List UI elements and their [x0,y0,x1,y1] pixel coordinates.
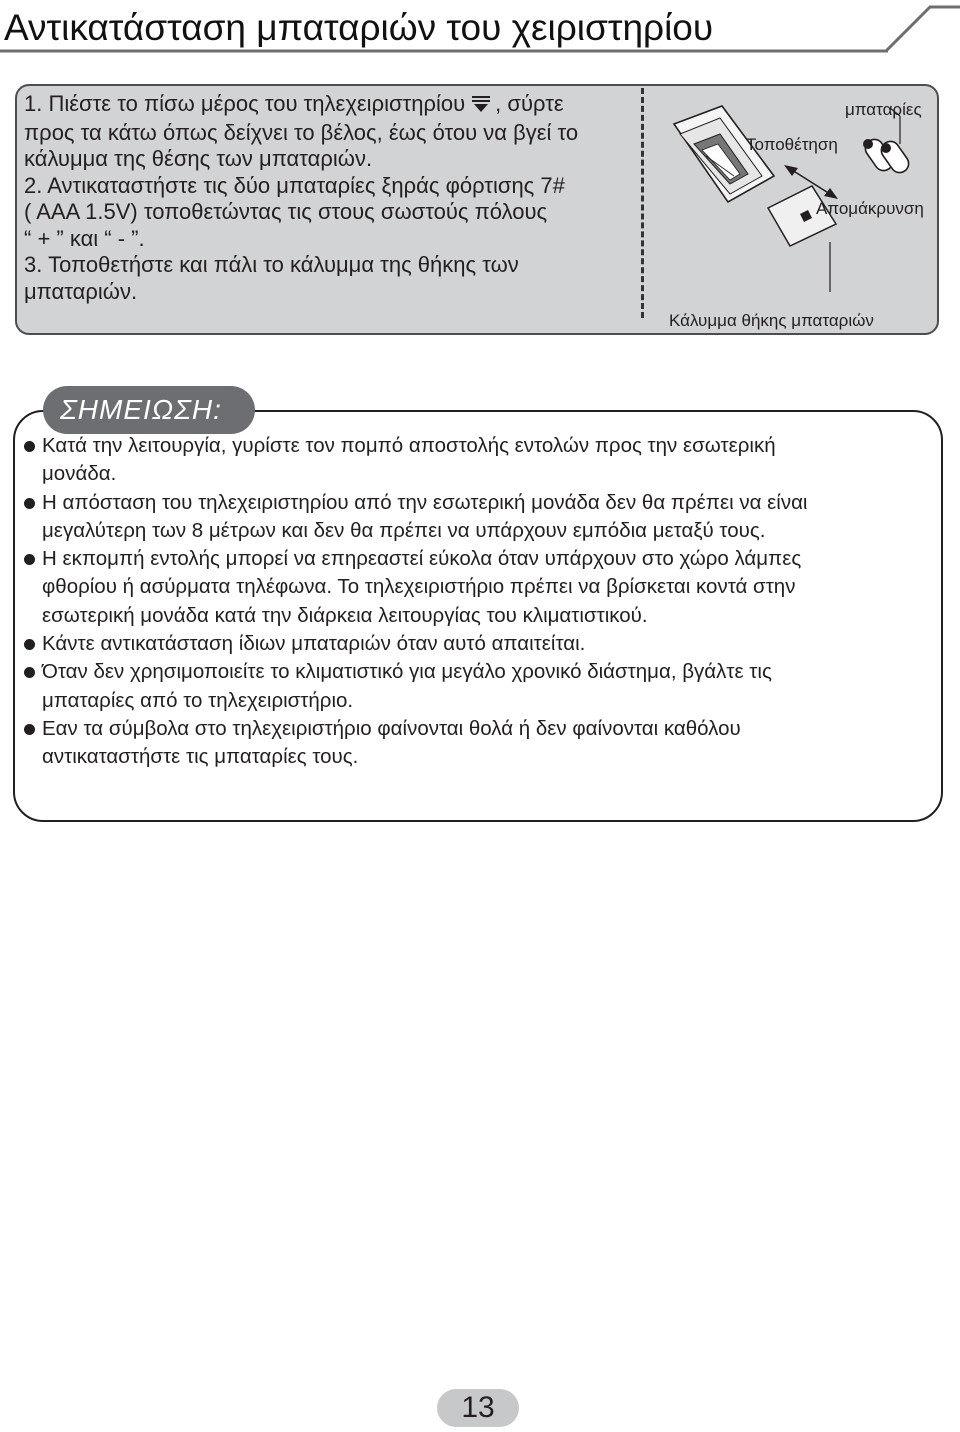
note-item [22,715,932,772]
instructions-steps [24,91,664,305]
batteries-icon [862,136,912,176]
note-item [22,489,932,546]
step-2 [24,173,664,253]
note-item-line: Η εκπομπή εντολής μπορεί να επηρεαστεί εύκολα όταν υπάρχουν στο χώρο λάμπες [42,547,802,571]
label-remove: Απομάκρυνση [816,199,924,218]
page-title: Αντικατάσταση μπαταριών του χειριστηρίου [4,7,714,48]
note-item [22,432,932,489]
note-item-line: Κατά την λειτουργία, γυρίστε τον πομπό αποστολής εντολών προς την εσωτερική [42,434,776,457]
step-1 [24,91,664,173]
step-3 [24,252,664,305]
note-item-line: εσωτερική μονάδα κατά την διάρκεια λειτουργίας του κλιματιστικού. [42,603,648,627]
step-1-line-3: κάλυμμα της θέσης των μπαταριών. [24,146,373,171]
step-1-line-1: 1. Πιέστε το πίσω μέρος του τηλεχειριστηρίου [24,91,466,116]
step-1-line-1-cont: , σύρτε [495,91,564,116]
label-cover: Κάλυμμα θήκης μπαταριών [669,311,874,330]
label-insert: Τοποθέτηση [746,135,838,154]
note-item [22,630,932,658]
step-1-line-2: προς τα κάτω όπως δείχνει το βέλος, έως ότου να βγεί το [24,119,579,145]
step-2-line-1: 2. Αντικαταστήστε τις δύο μπαταρίες ξηράς φόρτισης 7# [24,172,565,198]
note-item [22,658,932,715]
step-3-line-2: μπαταριών. [24,278,138,304]
label-batteries: μπαταρίες [845,100,922,119]
note-item-line: φθορίου ή ασύρματα τηλέφωνα. Το τηλεχειριστήριο πρέπει να βρίσκεται κοντά στην [42,575,796,599]
step-2-line-2: ( AAA 1.5V) τοποθετώντας τις στους σωστούς πόλους [24,199,548,224]
note-item-line: Εαν τα σύμβολα στο τηλεχειριστήριο φαίνονται θολά ή δεν φαίνονται καθόλου [42,716,741,740]
note-item-line: μεγαλύτερη των 8 μέτρων και δεν θα πρέπει να υπάρχουν εμπόδια μεταξύ τους. [42,518,766,542]
note-item-line: αντικαταστήστε τις μπαταρίες τους. [42,745,359,769]
dashed-divider [641,88,644,318]
step-3-line-1: 3. Τοποθετήστε και πάλι το κάλυμμα της θήκης των [24,252,519,277]
note-item-line: Η απόσταση του τηλεχειριστηρίου από την εσωτερική μονάδα δεν θα πρέπει να είναι [42,490,808,514]
note-item-line: Κάντε αντικατάσταση ίδιων μπαταριών όταν αυτό απαιτείται. [42,632,586,656]
note-item-line: Όταν δεν χρησιμοποιείτε το κλιματιστικό για μεγάλο χρονικό διάστημα, βγάλτε τις [42,660,772,684]
page-number: 13 [461,1391,495,1424]
note-item-line: μπαταρίες από το τηλεχειριστήριο. [42,688,354,712]
slide-down-arrow-icon [471,93,491,120]
note-item [22,545,932,630]
note-title: ΣΗΜΕΙΩΣΗ: [60,394,222,425]
note-item-line: μονάδα. [42,462,117,486]
note-list [22,432,932,772]
step-2-line-3: “ + ” και “ - ”. [24,225,145,251]
